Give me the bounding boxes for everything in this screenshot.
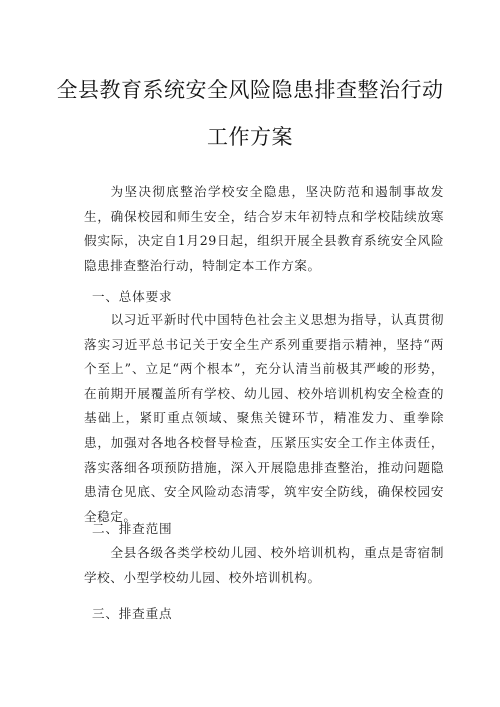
document-title-line1: 全县教育系统安全风险隐患排查整治行动	[56, 78, 444, 102]
intro-paragraph: 为坚决彻底整治学校安全隐患，坚决防范和遏制事故发生，确保校园和师生安全，结合岁末年初特点和学校陆续放寒假实际，决定自1月29日起，组织开展全县教育系统安全风险隐患排查整治行动，特制定本工作方案。	[84, 184, 444, 273]
section-heading-overall-requirements: 一、总体要求	[92, 289, 173, 304]
intro-block	[84, 180, 444, 278]
document-title-line2: 工作方案	[207, 125, 293, 149]
section-heading-key-points: 三、排查重点	[92, 606, 173, 621]
section-paragraph-overall-requirements: 以习近平新时代中国特色社会主义思想为指导，认真贯彻落实习近平总书记关于安全生产系列重要指示精神，坚持“两个至上”、立足“两个根本”，充分认清当前极其严峻的形势，在前期开展覆盖所有学校、幼儿园、校外培训机构安全检查的基础上，紧盯重点领域、聚焦关键环节，精准发力、重拳除患，加强对各地各校督导检查，压紧压实安全工作主体责任，落实落细各项预防措施，深入开展隐患排查整治，推动问题隐患清仓见底、安全风险动态清零，筑牢安全防线，确保校园安全稳定。	[84, 312, 444, 524]
section-heading-scope: 二、排查范围	[92, 521, 173, 536]
section-body-block	[84, 541, 444, 590]
section-body-block	[84, 308, 444, 529]
section-paragraph-scope: 全县各级各类学校幼儿园、校外培训机构，重点是寄宿制学校、小型学校幼儿园、校外培训机构。	[84, 545, 444, 585]
